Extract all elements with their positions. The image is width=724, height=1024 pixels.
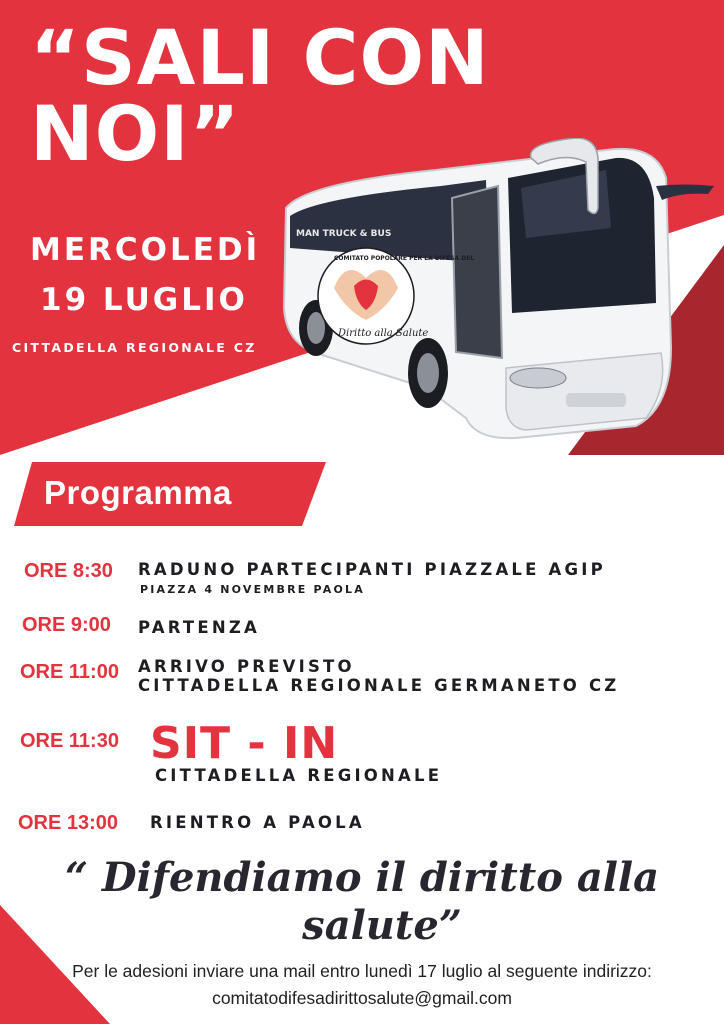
- schedule-time: ORE 11:30: [20, 730, 119, 752]
- schedule-time: ORE 8:30: [24, 560, 113, 582]
- bus-image: [276, 138, 716, 443]
- program-heading: Programma: [44, 474, 232, 511]
- registration-note: Per le adesioni inviare una mail entro lunedì 17 luglio al seguente indirizzo:: [72, 961, 652, 981]
- schedule-time: ORE 13:00: [18, 812, 119, 834]
- sit-in-highlight: SIT - IN: [150, 718, 339, 769]
- event-place: CITTADELLA REGIONALE CZ: [12, 340, 257, 355]
- schedule-time: ORE 11:00: [20, 661, 119, 683]
- schedule-title: RIENTRO A PAOLA: [150, 813, 365, 832]
- bus-side-text: MAN TRUCK & BUS: [296, 229, 392, 239]
- event-date: 19 LUGLIO: [40, 282, 248, 318]
- schedule-title: PARTENZA: [138, 618, 260, 637]
- logo-text: Diritto alla Salute: [338, 328, 429, 339]
- schedule-title: RADUNO PARTECIPANTI PIAZZALE AGIP: [138, 560, 606, 579]
- quote-line-1: “ Difendiamo il diritto alla: [64, 854, 660, 901]
- schedule-title: CITTADELLA REGIONALE: [155, 766, 443, 785]
- contact-email[interactable]: comitatodifesadirittosalute@gmail.com: [212, 988, 512, 1008]
- title-line-2: NOI”: [30, 89, 241, 178]
- logo-arc-text: COMITATO POPOLARE PER LA DIFESA DEL: [334, 255, 475, 262]
- schedule-subtitle: PIAZZA 4 NOVEMBRE PAOLA: [140, 583, 365, 596]
- quote-line-2: salute”: [302, 902, 462, 949]
- title-line-1: “SALI CON: [30, 13, 490, 102]
- schedule-time: ORE 9:00: [22, 614, 111, 636]
- event-day: MERCOLEDÌ: [30, 232, 261, 268]
- schedule-title: ARRIVO PREVISTO: [138, 657, 355, 676]
- schedule-title-2: CITTADELLA REGIONALE GERMANETO CZ: [138, 676, 620, 695]
